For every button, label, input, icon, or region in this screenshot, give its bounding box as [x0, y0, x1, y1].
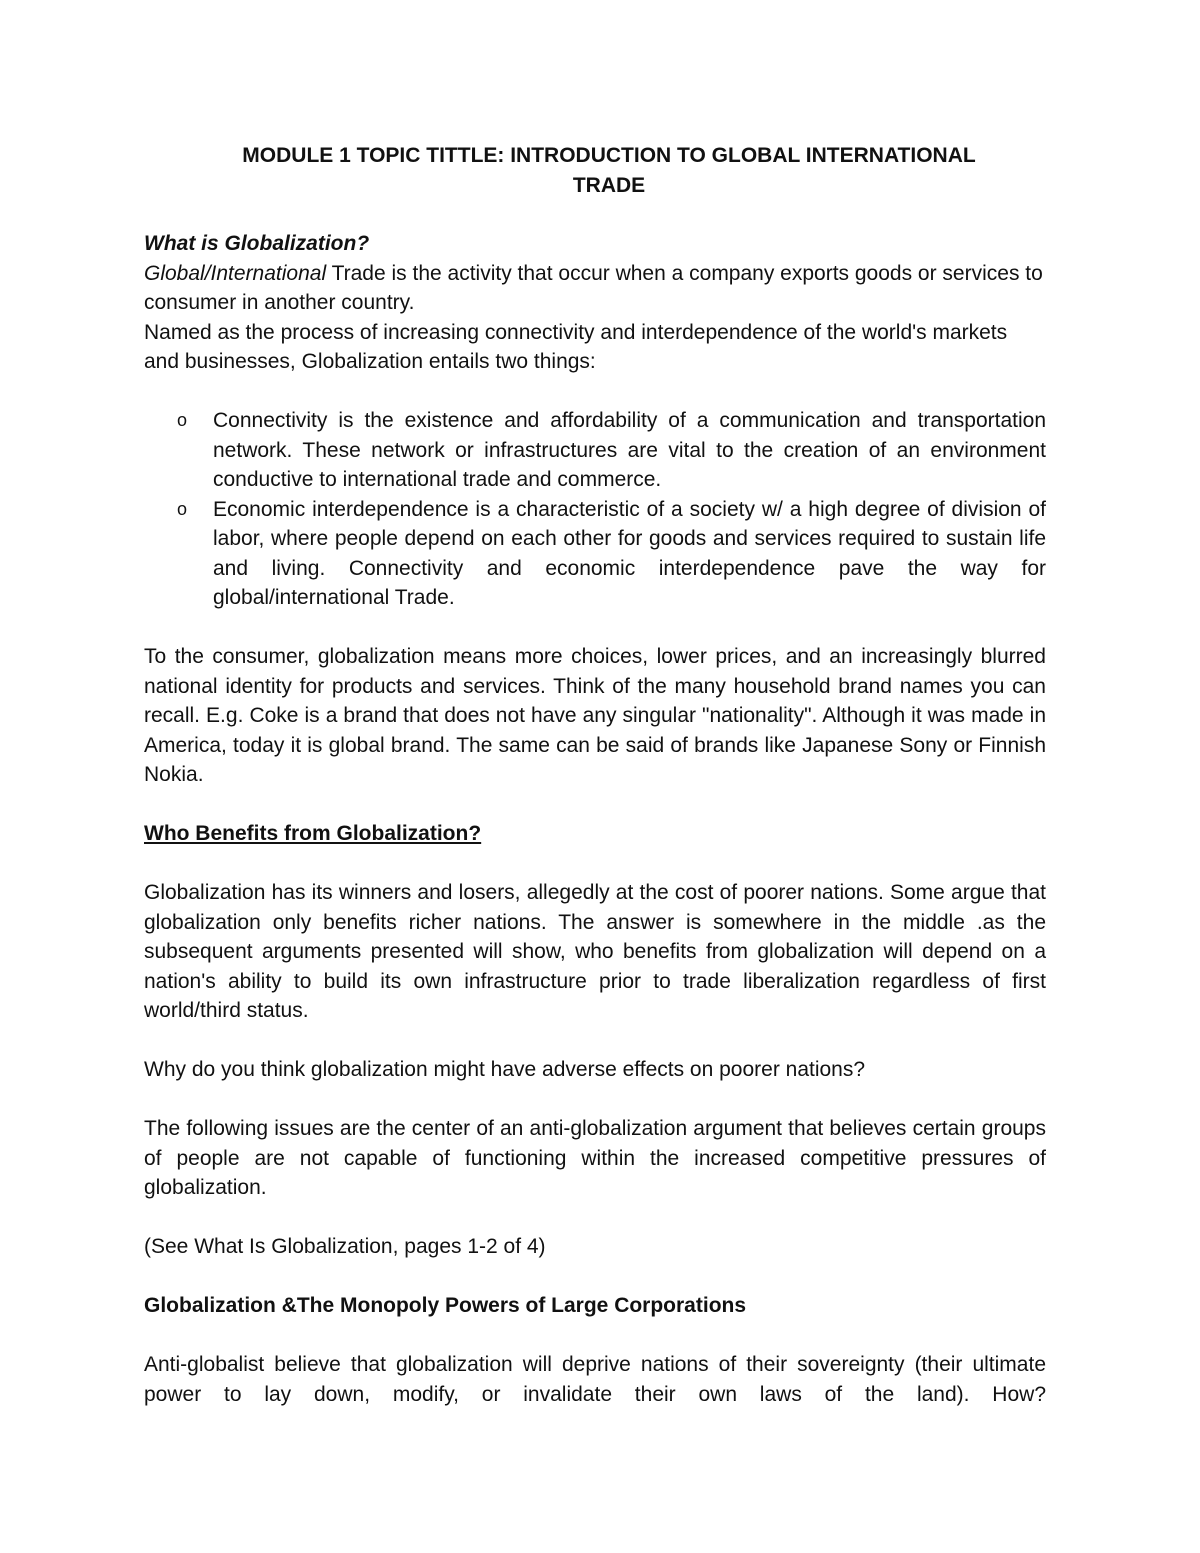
intro-italic-term: Global/International: [144, 261, 327, 285]
bullet-marker: o: [177, 410, 188, 430]
named-paragraph: Named as the process of increasing connectivity and interdependence of the world's markets and businesses, Globalization entails two things:: [144, 320, 1008, 373]
spacer: [144, 1321, 1046, 1351]
spacer: [144, 377, 1046, 407]
spacer: [144, 1026, 1046, 1056]
anti-globalist-paragraph: Anti-globalist believe that globalization will deprive nations of their sovereignty (their ultimate power to lay down, modify, or invalidate their own laws of the land). How?: [144, 1353, 1046, 1406]
bullet-marker: o: [177, 498, 188, 519]
issues-paragraph: The following issues are the center of an anti-globalization argument that believes certain groups of people are not capable of functioning within the increased competitive pressures of globalization.: [144, 1117, 1046, 1199]
see-reference-paragraph: (See What Is Globalization, pages 1-2 of 4): [144, 1235, 546, 1258]
spacer: [144, 849, 1046, 879]
question-paragraph: Why do you think globalization might have adverse effects on poorer nations?: [144, 1058, 866, 1081]
section-heading-monopoly-powers: Globalization &The Monopoly Powers of Large Corporations: [144, 1294, 747, 1317]
document-title: [144, 141, 1046, 200]
winners-losers-paragraph: Globalization has its winners and losers, allegedly at the cost of poorer nations. Some argue that globalization only benefits richer nations. The answer is somewhere in the middle .as the subsequent arguments presented will show, who benefits from globalization will depend on a nation's ability to build its own infrastructure prior to trade liberalization regardless of first world/third status.: [144, 881, 1046, 1022]
bullet-text: Connectivity is the existence and affordability of a communication and transportation network. These network or infrastructures are vital to the creation of an environment conductive to international trade and commerce.: [213, 409, 1046, 491]
bullet-list: [144, 406, 1046, 613]
consumer-paragraph: To the consumer, globalization means more choices, lower prices, and an increasingly blurred national identity for products and services. Think of the many household brand names you can recall. E.g. Coke is a brand that does not have any singular "nationality". Although it was made in America, today it is global brand. The same can be said of brands like Japanese Sony or Finnish Nokia.: [144, 645, 1046, 786]
spacer: [144, 790, 1046, 820]
section-heading-what-is-globalization: What is Globalization?: [144, 232, 370, 255]
bullet-item-interdependence: [177, 495, 1046, 613]
intro-paragraph: [144, 259, 1046, 318]
spacer: [144, 1203, 1046, 1233]
bullet-text: Economic interdependence is a characteristic of a society w/ a high degree of division of labor, where people depend on each other for goods and services required to sustain life and living. Connectivity and economic interdependence pave the way for global/international Trade.: [213, 497, 1046, 609]
section-heading-who-benefits: Who Benefits from Globalization?: [144, 822, 482, 845]
title-line-1: MODULE 1 TOPIC TITTLE: INTRODUCTION TO GLOBAL INTERNATIONAL: [242, 144, 976, 167]
spacer: [144, 1085, 1046, 1115]
spacer: [144, 613, 1046, 643]
title-line-2: TRADE: [572, 173, 646, 197]
intro-text: Trade is the activity that occur when a company exports goods or services to consumer in another country.: [144, 261, 1043, 314]
bullet-item-connectivity: [177, 406, 1046, 495]
spacer: [144, 1262, 1046, 1292]
